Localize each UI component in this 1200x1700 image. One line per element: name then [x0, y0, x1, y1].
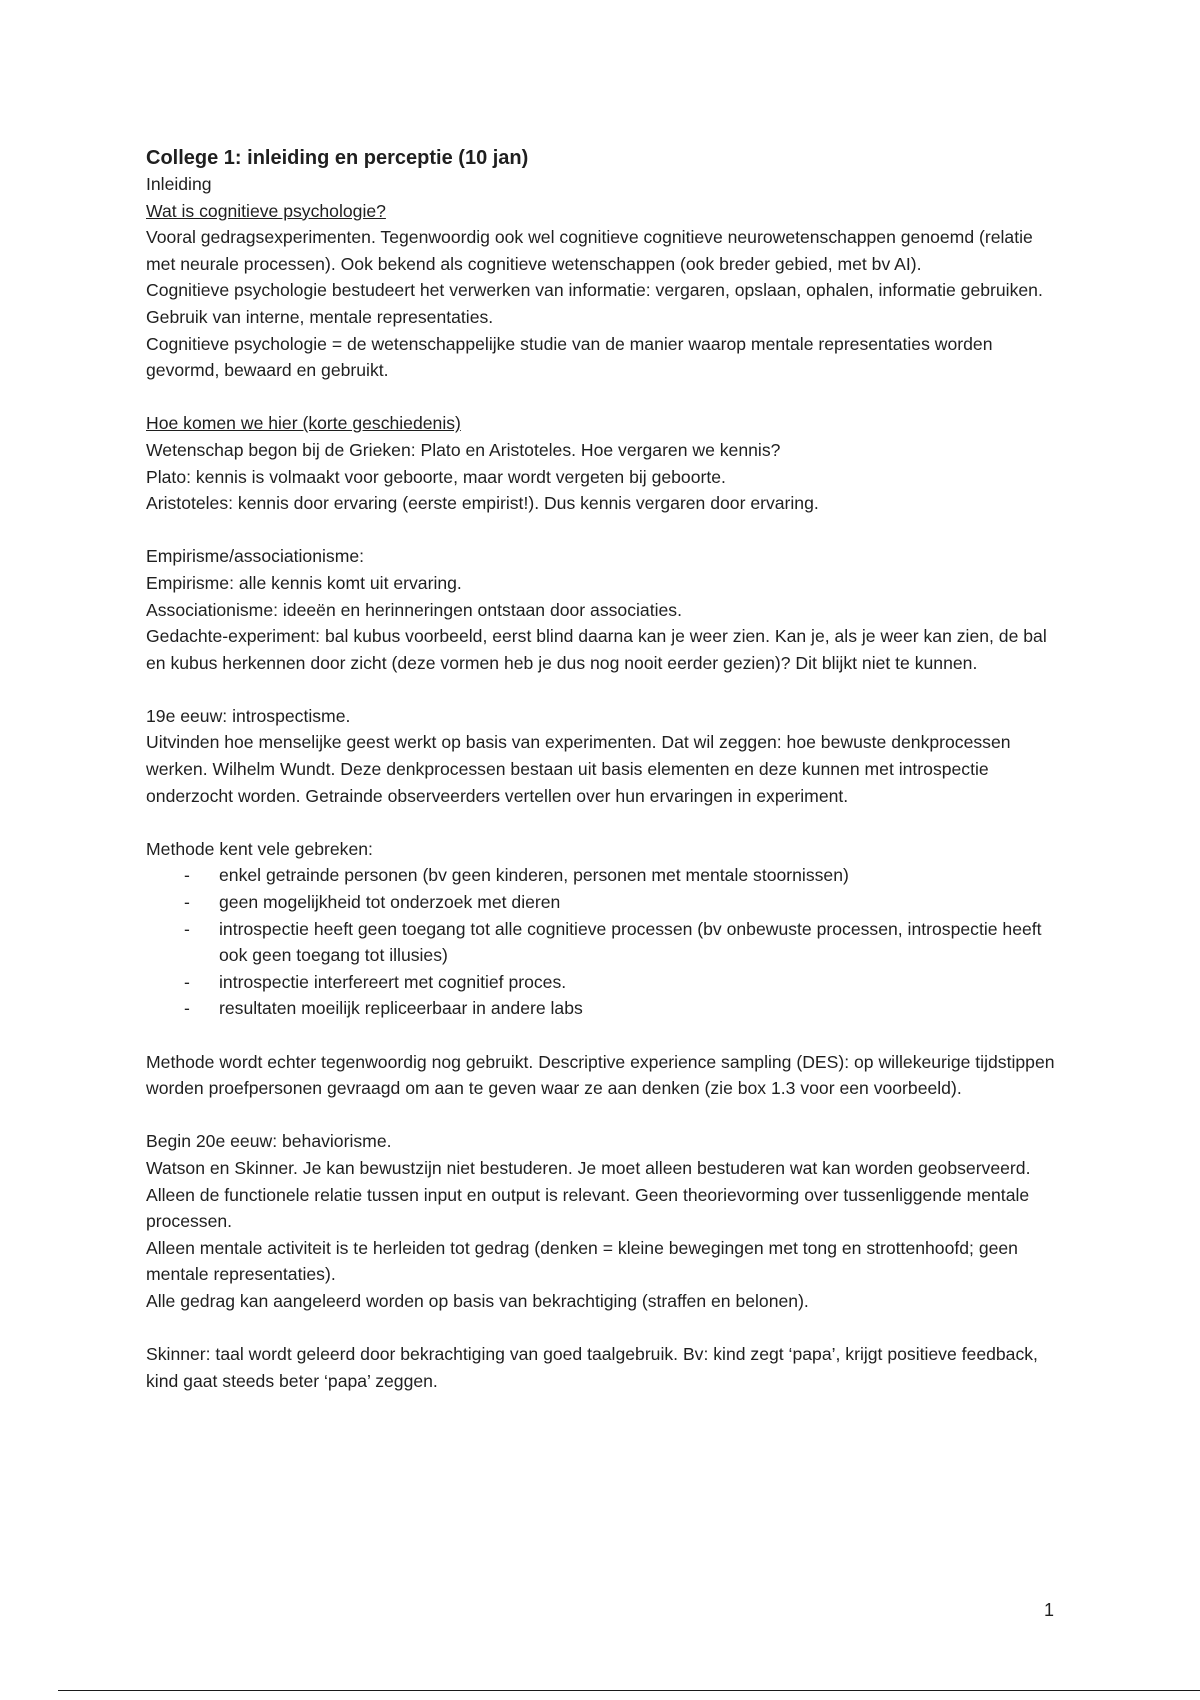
paragraph: Cognitieve psychologie bestudeert het verwerken van informatie: vergaren, opslaan, ophalen, informatie gebruiken. Gebruik van interne, mentale representaties.	[146, 280, 1043, 327]
paragraph: Alle gedrag kan aangeleerd worden op basis van bekrachtiging (straffen en belonen).	[146, 1290, 809, 1311]
spacer	[146, 517, 1066, 544]
subtitle: Inleiding	[146, 174, 212, 194]
footer-divider	[58, 1690, 1200, 1691]
paragraph: Cognitieve psychologie = de wetenschappelijke studie van de manier waarop mentale representaties worden gevormd, bewaard en gebruikt.	[146, 333, 993, 381]
list-item: - resultaten moeilijk repliceerbaar in andere labs	[184, 995, 1066, 1022]
document-page	[146, 145, 1066, 1394]
paragraph: Methode kent vele gebreken:	[146, 838, 373, 859]
paragraph: Skinner: taal wordt geleerd door bekrachtiging van goed taalgebruik. Bv: kind zegt ‘papa’, krijgt positieve feedback, kind gaat steeds beter ‘papa’ zeggen.	[146, 1344, 1038, 1391]
paragraph: Empirisme: alle kennis komt uit ervaring.	[146, 572, 462, 593]
paragraph: Aristoteles: kennis door ervaring (eerste empirist!). Dus kennis vergaren door ervaring.	[146, 493, 819, 514]
section-heading-cognitive-psychology: Wat is cognitieve psychologie?	[146, 200, 386, 221]
list-item: - introspectie heeft geen toegang tot alle cognitieve processen (bv onbewuste processen, introspectie heeft ook geen toegang tot illusies)	[184, 916, 1066, 969]
spacer	[146, 809, 1066, 836]
paragraph: Gedachte-experiment: bal kubus voorbeeld, eerst blind daarna kan je weer zien. Kan je, als je weer kan zien, de bal en kubus herkennen door zicht (deze vormen heb je dus nog nooit eerder gezien)? Dit blijkt niet te kunnen.	[146, 626, 1047, 673]
spacer	[146, 384, 1066, 411]
paragraph: Begin 20e eeuw: behaviorisme.	[146, 1131, 392, 1152]
paragraph: Wetenschap begon bij de Grieken: Plato en Aristoteles. Hoe vergaren we kennis?	[146, 439, 781, 460]
page-title: College 1: inleiding en perceptie (10 jan)	[146, 147, 529, 169]
paragraph: Plato: kennis is volmaakt voor geboorte, maar wordt vergeten bij geboorte.	[146, 466, 726, 487]
paragraph: Vooral gedragsexperimenten. Tegenwoordig ook wel cognitieve cognitieve neurowetenschappen genoemd (relatie met neurale processen). Ook bekend als cognitieve wetenschappen (ook breder gebied, met bv AI).	[146, 227, 1033, 274]
list-item: - geen mogelijkheid tot onderzoek met dieren	[184, 889, 1066, 916]
page-number: 1	[1043, 1600, 1054, 1620]
spacer	[146, 1022, 1066, 1049]
shortcomings-list	[146, 862, 1066, 1022]
paragraph: 19e eeuw: introspectisme.	[146, 705, 351, 726]
paragraph: Methode wordt echter tegenwoordig nog gebruikt. Descriptive experience sampling (DES): op willekeurige tijdstippen worden proefpersonen gevraagd om aan te geven waar ze aan denken (zie box 1.3 voor een voorbeeld).	[146, 1051, 1055, 1099]
spacer	[146, 1102, 1066, 1129]
list-item: - enkel getrainde personen (bv geen kinderen, personen met mentale stoornissen)	[184, 862, 1066, 889]
section-heading-history: Hoe komen we hier (korte geschiedenis)	[146, 413, 461, 434]
paragraph: Empirisme/associationisme:	[146, 546, 365, 567]
paragraph: Uitvinden hoe menselijke geest werkt op basis van experimenten. Dat wil zeggen: hoe bewuste denkprocessen werken. Wilhelm Wundt. Deze denkprocessen bestaan uit basis elementen en deze kunnen met introspectie onderzocht worden. Getrainde observeerders vertellen over hun ervaringen in experiment.	[146, 732, 1011, 806]
paragraph: Watson en Skinner. Je kan bewustzijn niet bestuderen. Je moet alleen bestuderen wat kan worden geobserveerd. Alleen de functionele relatie tussen input en output is relevant. Geen theorievorming over tussenliggende mentale processen.	[146, 1157, 1031, 1232]
paragraph: Associationisme: ideeën en herinneringen ontstaan door associaties.	[146, 599, 682, 620]
list-item: - introspectie interfereert met cognitief proces.	[184, 969, 1066, 996]
paragraph: Alleen mentale activiteit is te herleiden tot gedrag (denken = kleine bewegingen met tong en strottenhoofd; geen mentale representaties).	[146, 1237, 1018, 1285]
spacer	[146, 676, 1066, 703]
spacer	[146, 1315, 1066, 1342]
